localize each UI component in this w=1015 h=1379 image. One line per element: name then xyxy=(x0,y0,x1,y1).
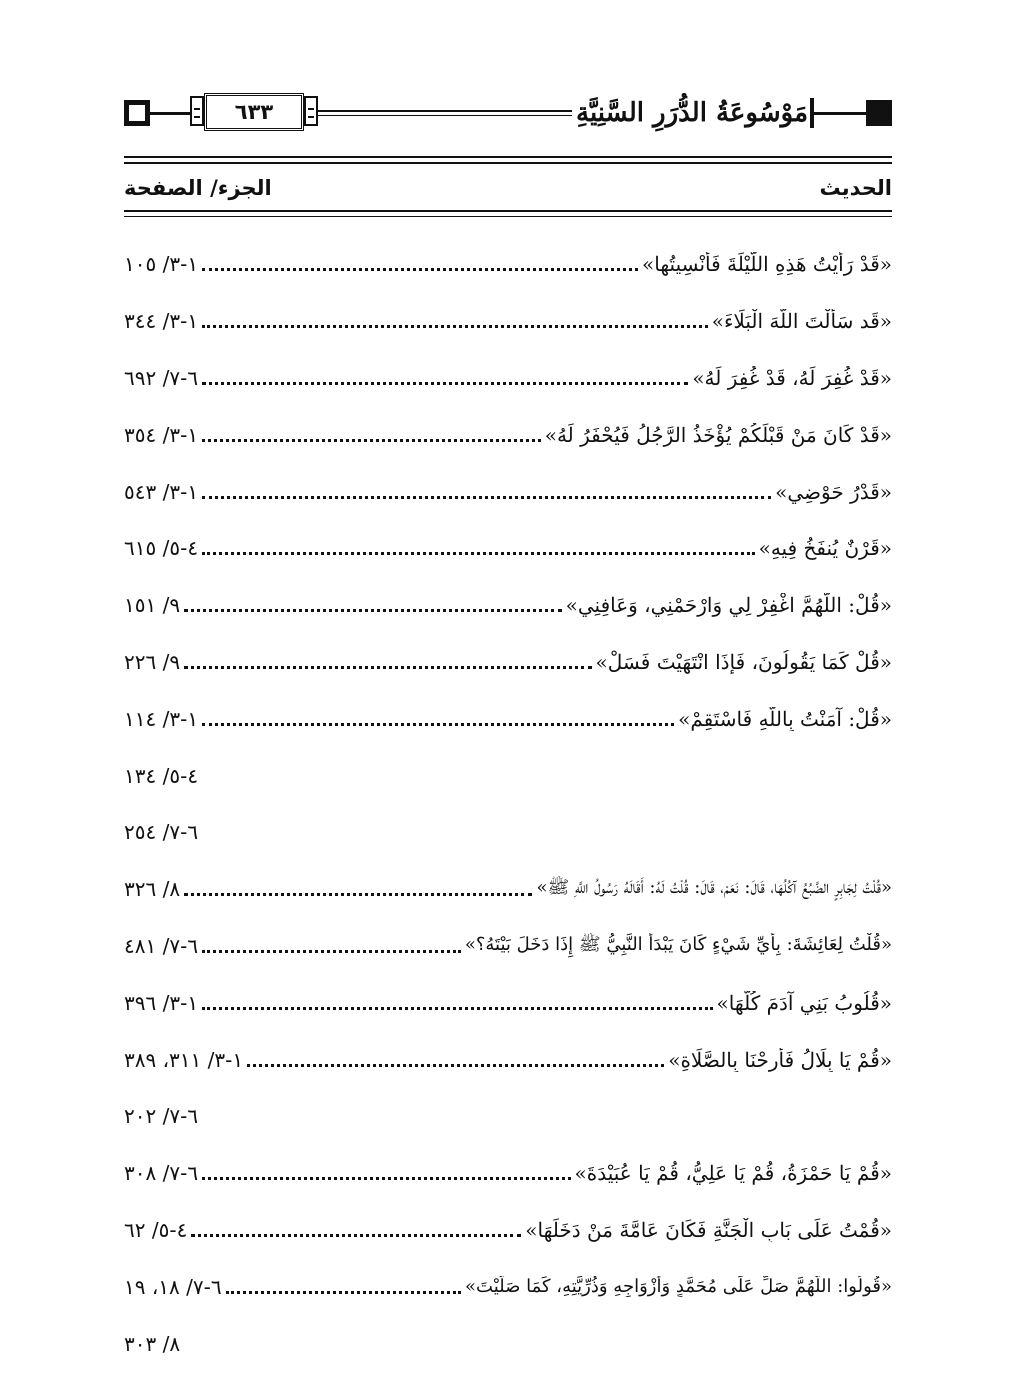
list-item xyxy=(124,1031,892,1088)
hadith-index-list xyxy=(124,236,892,1372)
volume-page-ref: ١-٣/ ٣٩٦ xyxy=(124,990,199,1015)
dot-leader xyxy=(202,252,638,276)
list-item-continuation xyxy=(124,804,892,861)
column-header-volume-page: الجزء/ الصفحة xyxy=(124,176,272,200)
list-item xyxy=(124,236,892,293)
column-headers xyxy=(124,170,892,206)
list-item-continuation xyxy=(124,747,892,804)
volume-page-ref: ١-٣/ ٣١١، ٣٨٩ xyxy=(124,1047,244,1072)
volume-page-ref: ١-٣/ ١٠٥ xyxy=(124,252,199,277)
hadith-text: «قُولُوا: اللَّهُمَّ صَلِّ عَلَى مُحَمَّدٍ وَأَزْوَاجِهِ وَذُرِّيَّتِهِ، كَمَا صَلَّيْتَ» xyxy=(465,1276,892,1298)
hadith-text: «قُلْتُ لِعَائِشَةَ: بِأَيِّ شَيْءٍ كَانَ يَبْدَأُ النَّبِيُّ ﷺ إِذَا دَخَلَ بَيْتَهُ؟» xyxy=(464,933,892,955)
header-rule-right-short xyxy=(812,112,866,115)
list-item xyxy=(124,690,892,747)
hadith-text: «قُلُوبُ بَنِي آدَمَ كُلُّهَا» xyxy=(716,990,892,1015)
frame-ornament-left xyxy=(190,96,204,126)
list-item xyxy=(124,463,892,520)
outlined-square-ornament xyxy=(124,100,150,126)
page-header xyxy=(124,92,892,134)
dot-leader xyxy=(184,650,591,674)
list-item xyxy=(124,1258,892,1315)
dot-leader xyxy=(202,1161,570,1185)
page-number xyxy=(204,93,304,131)
page-number-text: ٦٣٣ xyxy=(234,100,274,124)
volume-page-ref: ٦-٧/ ٣٠٨ xyxy=(124,1161,199,1186)
hadith-text: «قُمْ يَا بِلَالُ فَأَرِحْنَا بِالصَّلَاةِ» xyxy=(668,1047,892,1072)
volume-page-ref: ٦-٧/ ١٨، ١٩ xyxy=(124,1274,222,1299)
volume-page-ref: ٦-٧/ ٢٠٢ xyxy=(124,1104,199,1129)
list-item xyxy=(124,918,892,975)
hadith-text: «قَدْرُ حَوْضِي» xyxy=(775,479,892,504)
dot-leader xyxy=(184,593,562,617)
dot-leader xyxy=(202,991,712,1015)
dot-leader xyxy=(226,1275,461,1299)
list-item xyxy=(124,350,892,407)
list-item-continuation xyxy=(124,1088,892,1145)
filled-square-ornament xyxy=(866,100,892,126)
dot-leader xyxy=(202,707,674,731)
hadith-text: «قُمْ يَا حَمْزَةُ، قُمْ يَا عَلِيُّ، قُمْ يَا عُبَيْدَةَ» xyxy=(574,1161,892,1186)
hadith-text: «قَدْ رَأَيْتُ هَذِهِ اللَّيْلَةَ فَأُنْسِيتُها» xyxy=(642,252,892,277)
volume-page-ref: ١-٣/ ٥٤٣ xyxy=(124,479,199,504)
list-item xyxy=(124,293,892,350)
volume-page-ref: ١-٣/ ٣٤٤ xyxy=(124,309,199,334)
hadith-text: «قَدْ كَانَ مَنْ قَبْلَكُمْ يُؤْخَذُ الرَّجُلُ فَيُحْفَرُ لَهُ» xyxy=(544,422,892,447)
volume-page-ref: ١-٣/ ١١٤ xyxy=(124,706,199,731)
list-item xyxy=(124,577,892,634)
hadith-text: «قُلْ كَمَا يَقُولُونَ، فَإِذَا انْتَهَيْتَ فَسَلْ» xyxy=(595,649,892,674)
hadith-text: «قُلْ: آمَنْتُ بِاللَّهِ فَاسْتَقِمْ» xyxy=(678,706,892,731)
top-double-rule xyxy=(124,156,892,164)
header-rule-middle-lower xyxy=(318,115,578,116)
hadith-text: «قُمْتُ عَلَى بَابِ الْجَنَّةِ فَكَانَ عَامَّةَ مَنْ دَخَلَهَا» xyxy=(525,1217,892,1242)
dot-leader xyxy=(202,423,541,447)
dot-leader xyxy=(202,309,708,333)
volume-page-ref: ٦-٧/ ٦٩٢ xyxy=(124,365,199,390)
hadith-text: «قُلْتُ لِجَابِرٍ الضَّبُعُ آكُلُهَا، قَالَ: نَعَمْ، قَالَ: قُلْتُ لَهُ: أَقَالَهُ رَسُولُ اللَّهِ ﷺ» xyxy=(536,877,892,899)
dot-leader xyxy=(202,536,755,560)
dot-leader xyxy=(202,366,688,390)
list-item xyxy=(124,406,892,463)
volume-page-ref: ٨/ ٣٠٣ xyxy=(124,1331,181,1356)
list-item-continuation xyxy=(124,1315,892,1372)
dot-leader xyxy=(202,934,461,958)
volume-page-ref: ٨/ ٣٢٦ xyxy=(124,877,181,902)
hadith-text: «قَرْنٌ يُنفَخُ فِيهِ» xyxy=(758,536,892,561)
hadith-text: «قَدْ غُفِرَ لَهُ، قَدْ غُفِرَ لَهُ» xyxy=(692,365,892,390)
hadith-text: «قُلْ: اللَّهُمَّ اغْفِرْ لِي وَارْحَمْنِي، وَعَافِنِي» xyxy=(565,593,892,618)
volume-page-ref: ٩/ ٢٢٦ xyxy=(124,649,181,674)
header-rule-middle xyxy=(318,110,578,112)
list-item xyxy=(124,634,892,691)
column-header-hadith: الحديث xyxy=(819,176,892,200)
frame-ornament-right xyxy=(304,96,318,126)
dot-leader xyxy=(202,480,771,504)
hadith-text: «قَد سَأَلْتَ اللَّهَ الْبَلَاءَ» xyxy=(711,309,892,334)
header-underline-rule xyxy=(124,210,892,217)
header-rule-left-short xyxy=(150,112,190,115)
book-title xyxy=(572,92,812,134)
list-item xyxy=(124,1145,892,1202)
header-rule-right-bar xyxy=(810,98,814,128)
dot-leader xyxy=(191,1218,521,1242)
dot-leader xyxy=(247,1048,664,1072)
list-item xyxy=(124,1202,892,1259)
list-item xyxy=(124,520,892,577)
volume-page-ref: ٤-٥/ ١٣٤ xyxy=(124,763,199,788)
volume-page-ref: ١-٣/ ٣٥٤ xyxy=(124,422,199,447)
dot-leader xyxy=(184,877,532,901)
list-item xyxy=(124,861,892,918)
volume-page-ref: ٤-٥/ ٦١٥ xyxy=(124,536,199,561)
list-item xyxy=(124,974,892,1031)
volume-page-ref: ٤-٥/ ٦٢ xyxy=(124,1217,188,1242)
volume-page-ref: ٩/ ١٥١ xyxy=(124,593,181,618)
book-title-text: مَوْسُوعَةُ الدُّرَرِ السَّنِيَّةِ xyxy=(576,98,809,128)
volume-page-ref: ٦-٧/ ٤٨١ xyxy=(124,933,199,958)
volume-page-ref: ٦-٧/ ٢٥٤ xyxy=(124,820,199,845)
